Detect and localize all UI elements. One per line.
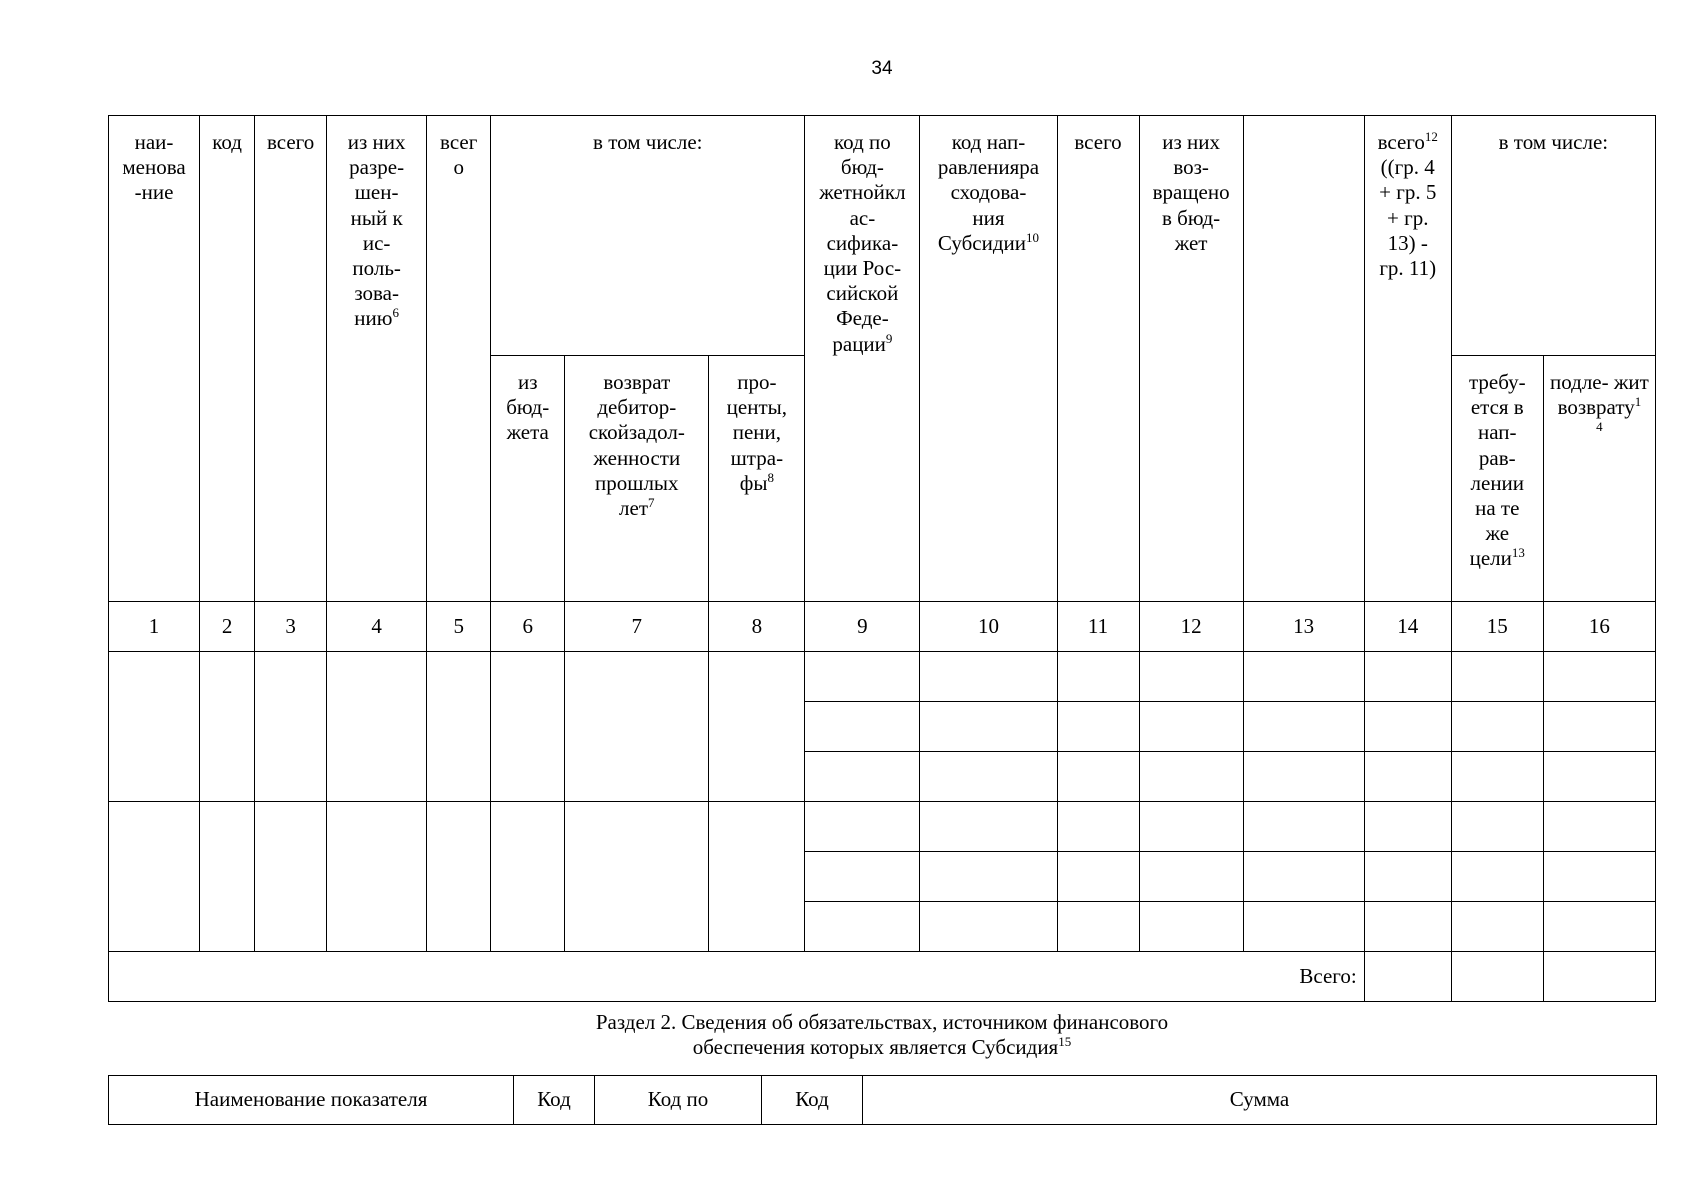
- header-including-2: в том числе:: [1451, 116, 1655, 356]
- total-cell[interactable]: [1364, 952, 1451, 1002]
- header-amount: Сумма: [863, 1076, 1657, 1125]
- table-cell[interactable]: [255, 652, 327, 802]
- table-cell[interactable]: [1543, 752, 1655, 802]
- header-interest: про- центы, пени, штра- $фы^8$: [709, 356, 805, 602]
- table-cell[interactable]: [1057, 802, 1139, 852]
- column-number: 12: [1139, 602, 1243, 652]
- column-number: 11: [1057, 602, 1139, 652]
- header-total-b: всег о: [427, 116, 491, 602]
- table-cell[interactable]: [1451, 902, 1543, 952]
- total-label: Всего:: [109, 952, 1365, 1002]
- table-cell[interactable]: [1139, 852, 1243, 902]
- header-required: требу- ется в нап- рав- лении на те же цели$^{13}$: [1451, 356, 1543, 602]
- table-cell[interactable]: [109, 652, 200, 802]
- table-cell[interactable]: [255, 802, 327, 952]
- table-cell[interactable]: [1139, 752, 1243, 802]
- header-total-c: всего: [1057, 116, 1139, 602]
- table-cell[interactable]: [1057, 652, 1139, 702]
- column-number: 13: [1243, 602, 1364, 652]
- column-number: 10: [920, 602, 1057, 652]
- header-code: Код: [514, 1076, 595, 1125]
- header-budget-code: код по бюд- жетнойкл ас- сифика- ции Рос- сийской Феде- рации$^9$: [805, 116, 920, 602]
- table-cell[interactable]: [920, 902, 1057, 952]
- table-cell[interactable]: [1139, 702, 1243, 752]
- column-number: 1: [109, 602, 200, 652]
- total-cell[interactable]: [1543, 952, 1655, 1002]
- column-number: 16: [1543, 602, 1655, 652]
- table-cell[interactable]: [327, 652, 427, 802]
- table-cell[interactable]: [1543, 902, 1655, 952]
- table-cell[interactable]: [1451, 752, 1543, 802]
- header-total-a: всего: [255, 116, 327, 602]
- table-cell[interactable]: [805, 852, 920, 902]
- table-cell[interactable]: [1364, 852, 1451, 902]
- report-table: [108, 115, 1656, 1002]
- table-cell[interactable]: [1057, 702, 1139, 752]
- table-cell[interactable]: [805, 802, 920, 852]
- table-cell[interactable]: [805, 902, 920, 952]
- header-col13: [1243, 116, 1364, 602]
- header-code: код: [200, 116, 255, 602]
- table-cell[interactable]: [1243, 852, 1364, 902]
- table-cell[interactable]: [709, 802, 805, 952]
- table-cell[interactable]: [1243, 752, 1364, 802]
- table-cell[interactable]: [1364, 652, 1451, 702]
- header-from-budget: из бюд- жета: [491, 356, 565, 602]
- table-cell[interactable]: [1243, 652, 1364, 702]
- column-number: 2: [200, 602, 255, 652]
- table-cell[interactable]: [709, 652, 805, 802]
- table-cell[interactable]: [1451, 702, 1543, 752]
- column-number: 5: [427, 602, 491, 652]
- table-cell[interactable]: [565, 652, 709, 802]
- table-cell[interactable]: [1057, 902, 1139, 952]
- table-cell[interactable]: [920, 652, 1057, 702]
- table-cell[interactable]: [200, 652, 255, 802]
- table-cell[interactable]: [920, 852, 1057, 902]
- table-row: [109, 802, 1656, 852]
- column-number: 14: [1364, 602, 1451, 652]
- table-cell[interactable]: [491, 652, 565, 802]
- table-cell[interactable]: [920, 802, 1057, 852]
- header-name: наи- менова -ние: [109, 116, 200, 602]
- table-cell[interactable]: [1451, 652, 1543, 702]
- header-including-1: в том числе:: [491, 116, 805, 356]
- table-cell[interactable]: [200, 802, 255, 952]
- table-cell[interactable]: [1364, 752, 1451, 802]
- column-number: 3: [255, 602, 327, 652]
- table-cell[interactable]: [1057, 752, 1139, 802]
- header-code-by: Код по: [595, 1076, 762, 1125]
- total-row: [109, 952, 1656, 1002]
- column-number: 7: [565, 602, 709, 652]
- table-cell[interactable]: [805, 752, 920, 802]
- table-cell[interactable]: [1364, 702, 1451, 752]
- table-cell[interactable]: [1364, 902, 1451, 952]
- table-cell[interactable]: [427, 802, 491, 952]
- header-to-return: подле- жит возврату$^{1 4}$: [1543, 356, 1655, 602]
- section-2-table: [108, 1075, 1657, 1125]
- table-cell[interactable]: [1364, 802, 1451, 852]
- header-allowed: из них разре- шен- ный к ис- поль- зова- нию$^6$: [327, 116, 427, 602]
- table-row: [109, 652, 1656, 702]
- table-cell[interactable]: [1139, 902, 1243, 952]
- table-cell[interactable]: [109, 802, 200, 952]
- column-number: 4: [327, 602, 427, 652]
- table-cell[interactable]: [1543, 802, 1655, 852]
- table-cell[interactable]: [1451, 802, 1543, 852]
- table-cell[interactable]: [1057, 852, 1139, 902]
- column-number: 6: [491, 602, 565, 652]
- table-cell[interactable]: [565, 802, 709, 952]
- table-cell[interactable]: [491, 802, 565, 952]
- page-number: 34: [871, 58, 893, 79]
- header-indicator-name: Наименование показателя: [109, 1076, 514, 1125]
- section-2-title: Раздел 2. Сведения об обязательствах, источником финансового обеспечения которых является Субсидия$^{15}$: [595, 1010, 1169, 1060]
- column-number: 15: [1451, 602, 1543, 652]
- table-cell[interactable]: [1451, 852, 1543, 902]
- table-cell[interactable]: [805, 702, 920, 752]
- table-cell[interactable]: [1543, 652, 1655, 702]
- table-cell[interactable]: [805, 652, 920, 702]
- table-cell[interactable]: [1543, 852, 1655, 902]
- header-total-d: всего$^{12}$ ((гр. 4 + гр. 5 + гр. 13) - гр. 11): [1364, 116, 1451, 602]
- header-direction-code: код нап- равленияра сходова- ния Субсидии$^{10}$: [920, 116, 1057, 602]
- table-cell[interactable]: [1243, 902, 1364, 952]
- column-number: 8: [709, 602, 805, 652]
- header-code-2: Код: [762, 1076, 863, 1125]
- table-cell[interactable]: [1543, 702, 1655, 752]
- total-cell[interactable]: [1451, 952, 1543, 1002]
- table-cell[interactable]: [1139, 802, 1243, 852]
- table-cell[interactable]: [1139, 652, 1243, 702]
- table-cell[interactable]: [1243, 702, 1364, 752]
- header-returned: из них воз- вращено в бюд- жет: [1139, 116, 1243, 602]
- table-cell[interactable]: [920, 752, 1057, 802]
- table-cell[interactable]: [920, 702, 1057, 752]
- header-receivables: возврат дебитор- скойзадол- женности прошлых лет$^7$: [565, 356, 709, 602]
- table-cell[interactable]: [327, 802, 427, 952]
- table-cell[interactable]: [1243, 802, 1364, 852]
- table-cell[interactable]: [427, 652, 491, 802]
- column-number: 9: [805, 602, 920, 652]
